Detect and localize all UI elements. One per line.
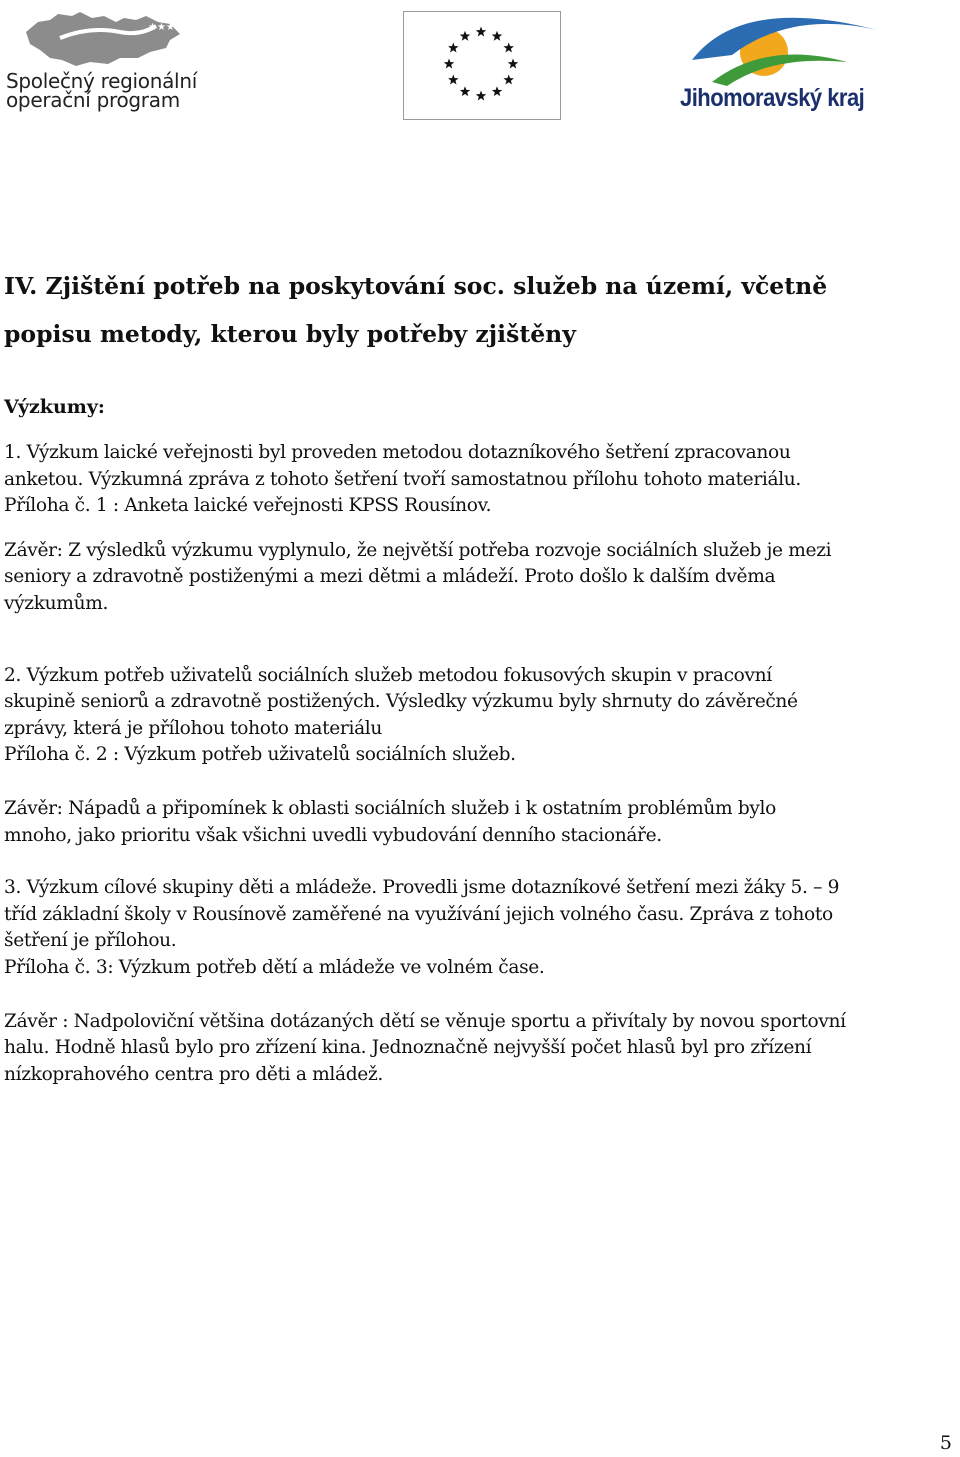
text-line: 3. Výzkum cílové skupiny děti a mládeže. Provedli jsme dotazníkové šetření mezi žáky 5. – 9 — [4, 877, 840, 899]
eu-star-icon — [444, 59, 454, 69]
eu-star-icon — [503, 43, 513, 53]
svg-text:★★★: ★★★ — [148, 22, 175, 33]
text-line: Závěr: Z výsledků výzkumu vyplynulo, že největší potřeba rozvoje sociálních služeb je mezi — [4, 539, 832, 561]
srop-line1: Společný regionální — [6, 69, 197, 93]
text-line: Příloha č. 1 : Anketa laické veřejnosti KPSS Rousínov. — [4, 495, 492, 517]
eu-star-icon — [492, 86, 502, 96]
srop-logo-text — [6, 69, 197, 112]
eu-star-icon — [492, 31, 502, 41]
eu-star-icon — [508, 59, 518, 69]
document-body — [4, 262, 954, 1088]
jmk-logo-text: Jihomoravský kraj — [680, 84, 865, 112]
text-line: skupině seniorů a zdravotně postižených. Výsledky výzkumu byly shrnuty do závěrečné — [4, 691, 798, 713]
text-line: seniory a zdravotně postiženými a mezi dětmi a mládeží. Proto došlo k dalším dvěma — [4, 566, 776, 588]
conclusion-3-paragraph — [4, 1009, 954, 1089]
page-number: 5 — [939, 1432, 952, 1454]
text-line: 2. Výzkum potřeb uživatelů sociálních služeb metodou fokusových skupin v pracovní — [4, 664, 772, 686]
eu-star-icon — [476, 27, 486, 37]
title-line: popisu metody, kterou byly potřeby zjištěny — [4, 320, 576, 348]
section-heading: Výzkumy: — [4, 396, 105, 418]
conclusion-1-paragraph — [4, 538, 954, 618]
text-line: anketou. Výzkumná zpráva z tohoto šetření tvoří samostatnou přílohu tohoto materiálu. — [4, 468, 801, 490]
text-line: Příloha č. 2 : Výzkum potřeb uživatelů sociálních služeb. — [4, 744, 516, 766]
eu-stars-icon — [404, 12, 560, 119]
eu-star-icon — [503, 75, 513, 85]
conclusion-2-paragraph — [4, 796, 954, 849]
text-line: Závěr: Nápadů a připomínek k oblasti sociálních služeb i k ostatním problémům bylo — [4, 797, 776, 819]
research-1-paragraph — [4, 440, 954, 520]
text-line: Závěr : Nadpoloviční většina dotázaných dětí se věnuje sportu a přivítaly by novou sportovní — [4, 1010, 846, 1032]
jmk-logo — [672, 0, 902, 125]
eu-star-icon — [460, 31, 470, 41]
research-2-paragraph — [4, 663, 954, 769]
eu-star-icon — [448, 75, 458, 85]
text-line: Příloha č. 3: Výzkum potřeb dětí a mládeže ve volném čase. — [4, 956, 545, 978]
text-line: mnoho, jako prioritu však všichni uvedli vybudování denního stacionáře. — [4, 824, 662, 846]
logo-header — [0, 0, 960, 130]
text-line: výzkumům. — [4, 592, 109, 614]
research-3-paragraph — [4, 875, 954, 981]
text-line: 1. Výzkum laické veřejnosti byl proveden metodou dotazníkového šetření zpracovanou — [4, 442, 791, 463]
text-line: nízkoprahového centra pro děti a mládež. — [4, 1063, 383, 1085]
srop-logo — [0, 0, 215, 125]
jmk-swoosh-icon — [672, 0, 902, 90]
eu-star-icon — [448, 43, 458, 53]
text-line: tříd základní školy v Rousínově zaměřené na využívání jejich volného času. Zpráva z tohoto — [4, 903, 833, 925]
text-line: halu. Hodně hlasů bylo pro zřízení kina. Jednoznačně nejvyšší počet hlasů byl pro zřízení — [4, 1037, 812, 1059]
eu-star-icon — [476, 91, 486, 101]
srop-line2: operační program — [6, 88, 180, 112]
document-title — [4, 262, 954, 358]
title-line: IV. Zjištění potřeb na poskytování soc. služeb na území, včetně — [4, 272, 828, 300]
eu-star-icon — [460, 86, 470, 96]
text-line: zprávy, která je přílohou tohoto materiálu — [4, 717, 383, 739]
eu-flag-logo — [403, 11, 561, 120]
czech-map-icon — [20, 8, 190, 70]
text-line: šetření je přílohou. — [4, 930, 177, 952]
